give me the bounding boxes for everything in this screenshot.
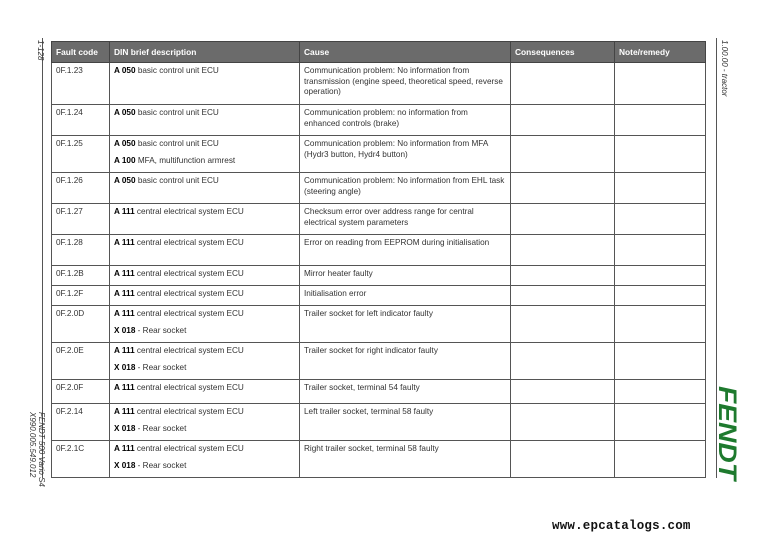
description-line bbox=[114, 424, 295, 435]
header-din-description: DIN brief description bbox=[110, 42, 300, 63]
description-line bbox=[114, 383, 295, 394]
component-description: central electrical system ECU bbox=[134, 289, 244, 298]
cause-cell: Error on reading from EEPROM during initialisation bbox=[300, 235, 511, 266]
fault-code-cell: 0F.2.0D bbox=[52, 306, 110, 343]
fault-code-cell: 0F.1.25 bbox=[52, 136, 110, 173]
description-line bbox=[114, 289, 295, 300]
description-line bbox=[114, 309, 295, 320]
note-remedy-cell bbox=[615, 235, 706, 266]
cause-cell: Trailer socket for right indicator faulty bbox=[300, 343, 511, 380]
description-line bbox=[114, 139, 295, 150]
note-remedy-cell bbox=[615, 266, 706, 286]
note-remedy-cell bbox=[615, 105, 706, 136]
consequences-cell bbox=[511, 235, 615, 266]
cause-cell: Trailer socket for left indicator faulty bbox=[300, 306, 511, 343]
consequences-cell bbox=[511, 441, 615, 478]
note-remedy-cell bbox=[615, 63, 706, 105]
component-description: central electrical system ECU bbox=[134, 407, 244, 416]
table-row bbox=[52, 173, 706, 204]
table-row bbox=[52, 266, 706, 286]
component-description: - Rear socket bbox=[135, 460, 187, 470]
website-watermark: www.epcatalogs.com bbox=[552, 519, 691, 533]
consequences-cell bbox=[511, 204, 615, 235]
component-code: A 050 bbox=[114, 139, 136, 148]
din-description-cell bbox=[110, 266, 300, 286]
component-description: - Rear socket bbox=[135, 362, 187, 372]
consequences-cell bbox=[511, 136, 615, 173]
description-line bbox=[114, 269, 295, 280]
table-row bbox=[52, 441, 706, 478]
description-line bbox=[114, 346, 295, 357]
component-code: A 050 bbox=[114, 108, 136, 117]
component-code: A 111 bbox=[114, 309, 135, 318]
component-code: A 111 bbox=[114, 346, 135, 355]
component-code: X 018 bbox=[114, 460, 136, 470]
component-code: A 111 bbox=[114, 444, 135, 453]
table-row bbox=[52, 63, 706, 105]
component-code: A 050 bbox=[114, 66, 136, 75]
component-code: A 050 bbox=[114, 176, 136, 185]
component-description: - Rear socket bbox=[135, 423, 187, 433]
cause-cell: Left trailer socket, terminal 58 faulty bbox=[300, 404, 511, 441]
din-description-cell bbox=[110, 404, 300, 441]
fault-code-cell: 0F.2.0F bbox=[52, 380, 110, 404]
note-remedy-cell bbox=[615, 286, 706, 306]
consequences-cell bbox=[511, 380, 615, 404]
header-consequences: Consequences bbox=[511, 42, 615, 63]
din-description-cell bbox=[110, 204, 300, 235]
consequences-cell bbox=[511, 404, 615, 441]
consequences-cell bbox=[511, 63, 615, 105]
component-description: central electrical system ECU bbox=[134, 346, 244, 355]
consequences-cell bbox=[511, 343, 615, 380]
header-cause: Cause bbox=[300, 42, 511, 63]
component-code: A 100 bbox=[114, 155, 136, 165]
description-line bbox=[114, 156, 295, 167]
component-description: basic control unit ECU bbox=[135, 139, 219, 148]
fault-code-cell: 0F.2.1C bbox=[52, 441, 110, 478]
component-code: A 111 bbox=[114, 407, 135, 416]
table-row bbox=[52, 404, 706, 441]
din-description-cell bbox=[110, 63, 300, 105]
description-line bbox=[114, 66, 295, 77]
section-label: 1.00.00 - tractor bbox=[720, 40, 729, 97]
cause-cell: Communication problem: No information from transmission (engine speed, theoretical speed, reverse operation) bbox=[300, 63, 511, 105]
din-description-cell bbox=[110, 173, 300, 204]
din-description-cell bbox=[110, 343, 300, 380]
table-row bbox=[52, 105, 706, 136]
table-row bbox=[52, 306, 706, 343]
table-row bbox=[52, 343, 706, 380]
consequences-cell bbox=[511, 105, 615, 136]
table-row bbox=[52, 204, 706, 235]
component-description: basic control unit ECU bbox=[135, 66, 219, 75]
table-row bbox=[52, 136, 706, 173]
consequences-cell bbox=[511, 173, 615, 204]
din-description-cell bbox=[110, 105, 300, 136]
consequences-cell bbox=[511, 306, 615, 343]
page-number: 1-128 bbox=[36, 40, 45, 61]
fault-code-cell: 0F.1.28 bbox=[52, 235, 110, 266]
component-description: basic control unit ECU bbox=[135, 176, 219, 185]
fault-code-cell: 0F.1.26 bbox=[52, 173, 110, 204]
description-line bbox=[114, 326, 295, 337]
cause-cell: Communication problem: No information from EHL task (steering angle) bbox=[300, 173, 511, 204]
component-code: X 018 bbox=[114, 362, 136, 372]
fault-code-table bbox=[51, 41, 706, 478]
din-description-cell bbox=[110, 380, 300, 404]
note-remedy-cell bbox=[615, 380, 706, 404]
component-code: A 111 bbox=[114, 383, 135, 392]
consequences-cell bbox=[511, 286, 615, 306]
note-remedy-cell bbox=[615, 404, 706, 441]
component-code: X 018 bbox=[114, 423, 136, 433]
table-header-row bbox=[52, 42, 706, 63]
component-code: A 111 bbox=[114, 289, 135, 298]
din-description-cell bbox=[110, 441, 300, 478]
cause-cell: Initialisation error bbox=[300, 286, 511, 306]
cause-cell: Mirror heater faulty bbox=[300, 266, 511, 286]
din-description-cell bbox=[110, 136, 300, 173]
component-description: central electrical system ECU bbox=[134, 309, 244, 318]
component-description: - Rear socket bbox=[135, 325, 187, 335]
fault-code-cell: 0F.1.27 bbox=[52, 204, 110, 235]
consequences-cell bbox=[511, 266, 615, 286]
note-remedy-cell bbox=[615, 136, 706, 173]
fault-code-cell: 0F.2.14 bbox=[52, 404, 110, 441]
din-description-cell bbox=[110, 306, 300, 343]
fault-code-cell: 0F.1.2B bbox=[52, 266, 110, 286]
component-description: central electrical system ECU bbox=[134, 444, 244, 453]
svg-text:FENDT: FENDT bbox=[713, 386, 741, 470]
cause-cell: Right trailer socket, terminal 58 faulty bbox=[300, 441, 511, 478]
cause-cell: Trailer socket, terminal 54 faulty bbox=[300, 380, 511, 404]
table-row bbox=[52, 286, 706, 306]
description-line bbox=[114, 238, 295, 249]
fendt-logo bbox=[713, 384, 742, 482]
fault-code-cell: 0F.1.2F bbox=[52, 286, 110, 306]
description-line bbox=[114, 461, 295, 472]
component-description: central electrical system ECU bbox=[134, 238, 244, 247]
table-row bbox=[52, 380, 706, 404]
component-code: A 111 bbox=[114, 238, 135, 247]
component-code: A 111 bbox=[114, 207, 135, 216]
note-remedy-cell bbox=[615, 173, 706, 204]
component-code: X 018 bbox=[114, 325, 136, 335]
cause-cell: Communication problem: no information from enhanced controls (brake) bbox=[300, 105, 511, 136]
component-description: MFA, multifunction armrest bbox=[135, 155, 236, 165]
component-description: central electrical system ECU bbox=[134, 383, 244, 392]
cause-cell: Checksum error over address range for central electrical system parameters bbox=[300, 204, 511, 235]
note-remedy-cell bbox=[615, 441, 706, 478]
fault-code-cell: 0F.1.23 bbox=[52, 63, 110, 105]
description-line bbox=[114, 407, 295, 418]
table-body bbox=[52, 63, 706, 478]
component-description: central electrical system ECU bbox=[134, 207, 244, 216]
description-line bbox=[114, 176, 295, 187]
header-fault-code: Fault code bbox=[52, 42, 110, 63]
description-line bbox=[114, 444, 295, 455]
din-description-cell bbox=[110, 286, 300, 306]
component-code: A 111 bbox=[114, 269, 135, 278]
description-line bbox=[114, 108, 295, 119]
description-line bbox=[114, 207, 295, 218]
document-reference: FENDT 500 Vario S4 X990.005.549.012 bbox=[28, 412, 46, 487]
note-remedy-cell bbox=[615, 204, 706, 235]
fault-code-cell: 0F.2.0E bbox=[52, 343, 110, 380]
description-line bbox=[114, 363, 295, 374]
din-description-cell bbox=[110, 235, 300, 266]
note-remedy-cell bbox=[615, 343, 706, 380]
cause-cell: Communication problem: No information from MFA (Hydr3 button, Hydr4 button) bbox=[300, 136, 511, 173]
component-description: central electrical system ECU bbox=[134, 269, 244, 278]
header-note-remedy: Note/remedy bbox=[615, 42, 706, 63]
note-remedy-cell bbox=[615, 306, 706, 343]
fault-code-cell: 0F.1.24 bbox=[52, 105, 110, 136]
table-row bbox=[52, 235, 706, 266]
component-description: basic control unit ECU bbox=[135, 108, 219, 117]
